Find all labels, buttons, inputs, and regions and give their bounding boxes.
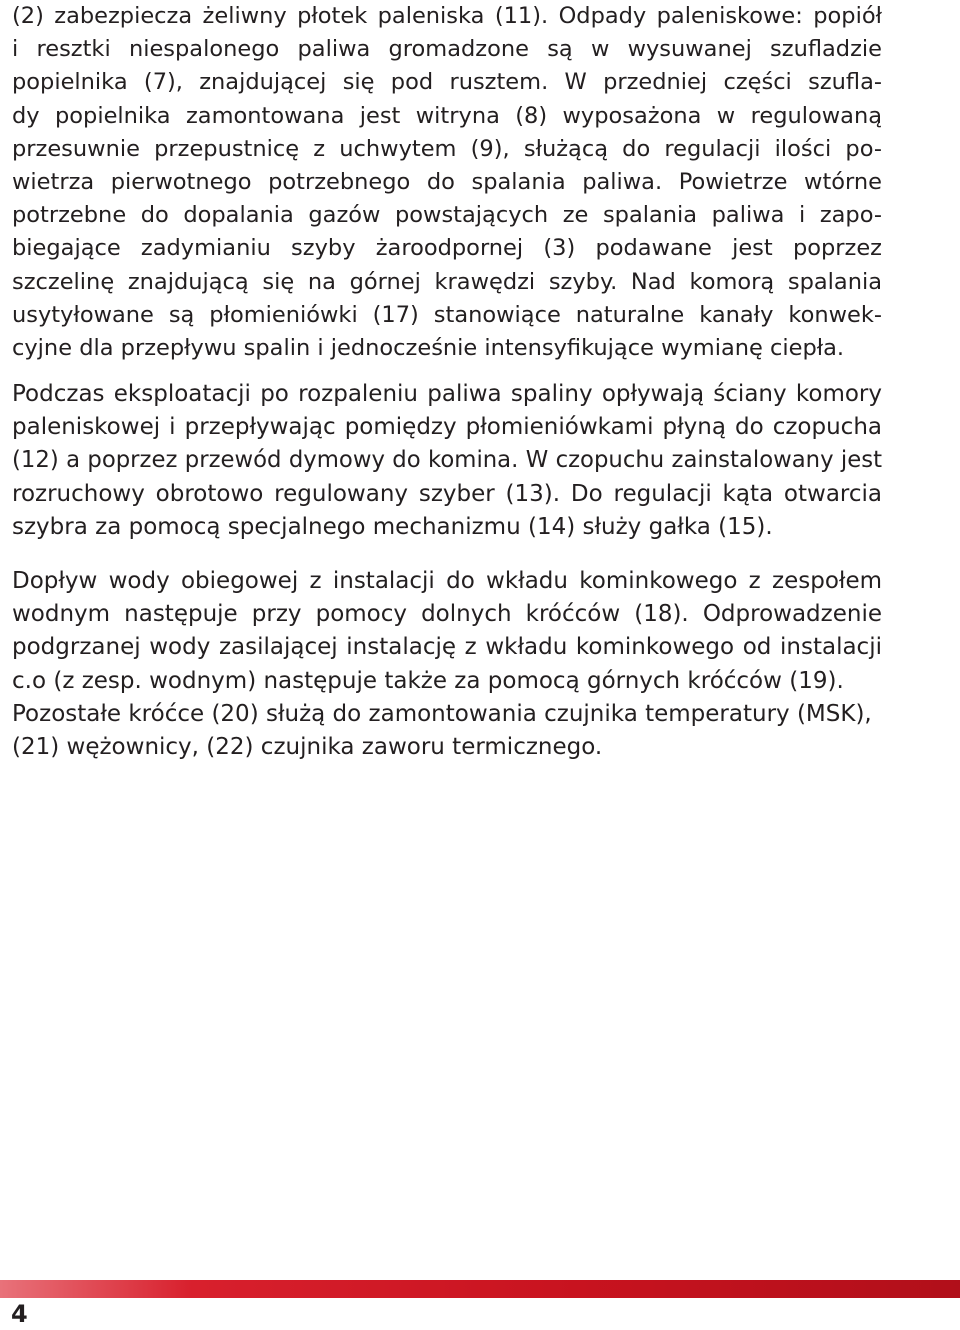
- paragraph-3-line: podgrzanej wody zasilającej instalację z wkładu kominkowego od instalacji: [12, 634, 882, 661]
- paragraph-2-line: szybra za pomocą specjalnego mechanizmu (14) służy gałka (15).: [12, 513, 773, 540]
- paragraph-2-line: (12) a poprzez przewód dymowy do komina. W czopuchu zainstalowany jest: [12, 447, 882, 474]
- footer-red-bar: [0, 1280, 960, 1298]
- paragraph-1-line: cyjne dla przepływu spalin i jednocześnie intensyfikujące wymianę ciepła.: [12, 335, 845, 362]
- paragraph-3-line: wodnym następuje przy pomocy dolnych króćców (18). Odprowadzenie: [12, 601, 882, 628]
- paragraph-3: [12, 565, 882, 764]
- paragraph-3-line: (21) wężownicy, (22) czujnika zaworu termicznego.: [12, 734, 603, 761]
- paragraph-2-line: Podczas eksploatacji po rozpaleniu paliwa spaliny opływają ściany komory: [12, 381, 882, 407]
- paragraph-3-line: Pozostałe króćce (20) służą do zamontowania czujnika temperatury (MSK),: [12, 700, 872, 727]
- paragraph-1-line: i resztki niespalonego paliwa gromadzone są w wysuwanej szufladzie: [12, 36, 882, 63]
- paragraph-1-line: popielnika (7), znajdującej się pod rusztem. W przedniej części szufla-: [12, 69, 882, 96]
- paragraph-1-line: (2) zabezpiecza żeliwny płotek paleniska (11). Odpady paleniskowe: popiół: [12, 3, 882, 29]
- paragraph-1: [12, 0, 882, 365]
- paragraph-2-line: paleniskowej i przepływając pomiędzy płomieniówkami płyną do czopucha: [12, 414, 882, 441]
- paragraph-1-line: przesuwnie przepustnicę z uchwytem (9), służącą do regulacji ilości po-: [12, 135, 882, 162]
- paragraph-3-line: Dopływ wody obiegowej z instalacji do wkładu kominkowego z zespołem: [12, 568, 882, 594]
- page-number: 4: [11, 1300, 28, 1328]
- paragraph-1-line: szczelinę znajdującą się na górnej krawędzi szyby. Nad komorą spalania: [12, 268, 882, 295]
- paragraph-1-line: wietrza pierwotnego potrzebnego do spalania paliwa. Powietrze wtórne: [12, 169, 882, 196]
- paragraph-1-line: dy popielnika zamontowana jest witryna (8) wyposażona w regulowaną: [12, 102, 882, 129]
- paragraph-2-line: rozruchowy obrotowo regulowany szyber (13). Do regulacji kąta otwarcia: [12, 480, 882, 507]
- paragraph-1-line: biegające zadymianiu szyby żaroodpornej (3) podawane jest poprzez: [12, 235, 882, 262]
- paragraph-2: [12, 378, 882, 544]
- paragraph-1-line: potrzebne do dopalania gazów powstających ze spalania paliwa i zapo-: [12, 202, 882, 229]
- paragraph-1-line: usytyłowane są płomieniówki (17) stanowiące naturalne kanały konwek-: [12, 301, 882, 328]
- paragraph-3-line: c.o (z zesp. wodnym) następuje także za pomocą górnych króćców (19).: [12, 667, 844, 694]
